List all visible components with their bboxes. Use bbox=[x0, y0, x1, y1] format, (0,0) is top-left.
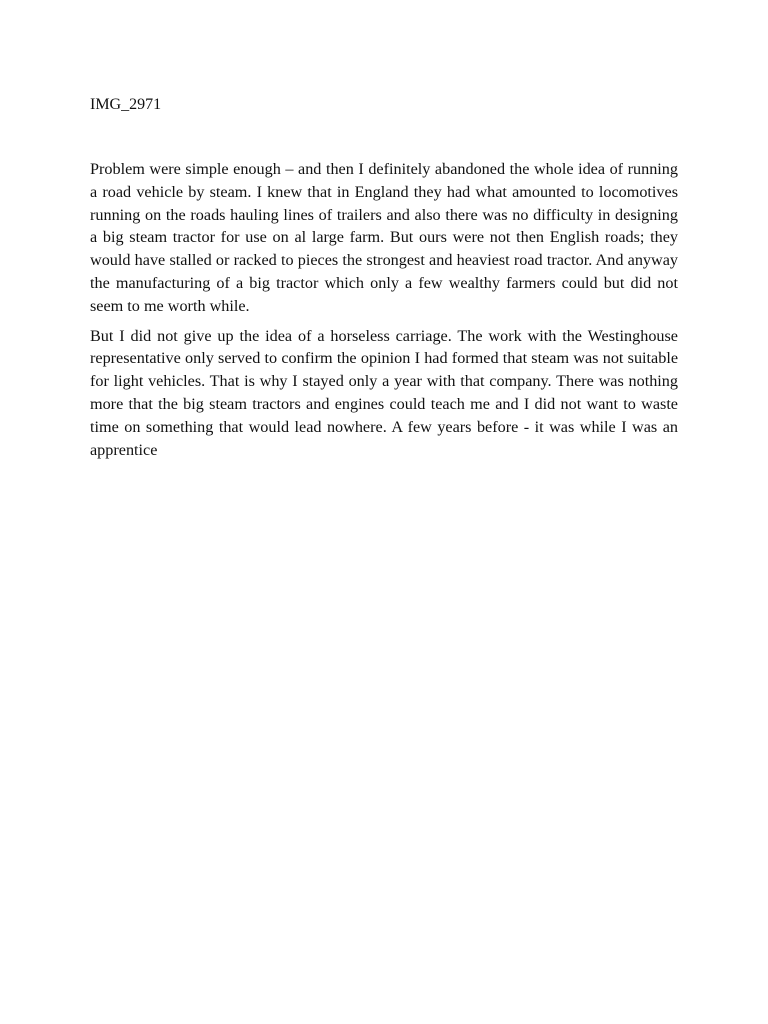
document-title: IMG_2971 bbox=[90, 96, 162, 113]
paragraph-1: Problem were simple enough – and then I definitely abandoned the whole idea of running a road vehicle by steam. I knew that in England they had what amounted to locomotives running on the roads hauling lines of trailers and also there was no difficulty in designing a big steam tractor for use on al large farm. But ours were not then English roads; they would have stalled or racked to pieces the strongest and heaviest road tractor. And anyway the manufacturing of a big tractor which only a few wealthy farmers could but did not seem to me worth while. bbox=[90, 160, 678, 315]
paragraph-2: But I did not give up the idea of a horseless carriage. The work with the Westinghouse representative only served to confirm the opinion I had formed that steam was not suitable for light vehicles. That is why I stayed only a year with that company. There was nothing more that the big steam tractors and engines could teach me and I did not want to waste time on something that would lead nowhere. A few years before - it was while I was an apprentice bbox=[90, 326, 678, 459]
document-body bbox=[90, 158, 678, 468]
